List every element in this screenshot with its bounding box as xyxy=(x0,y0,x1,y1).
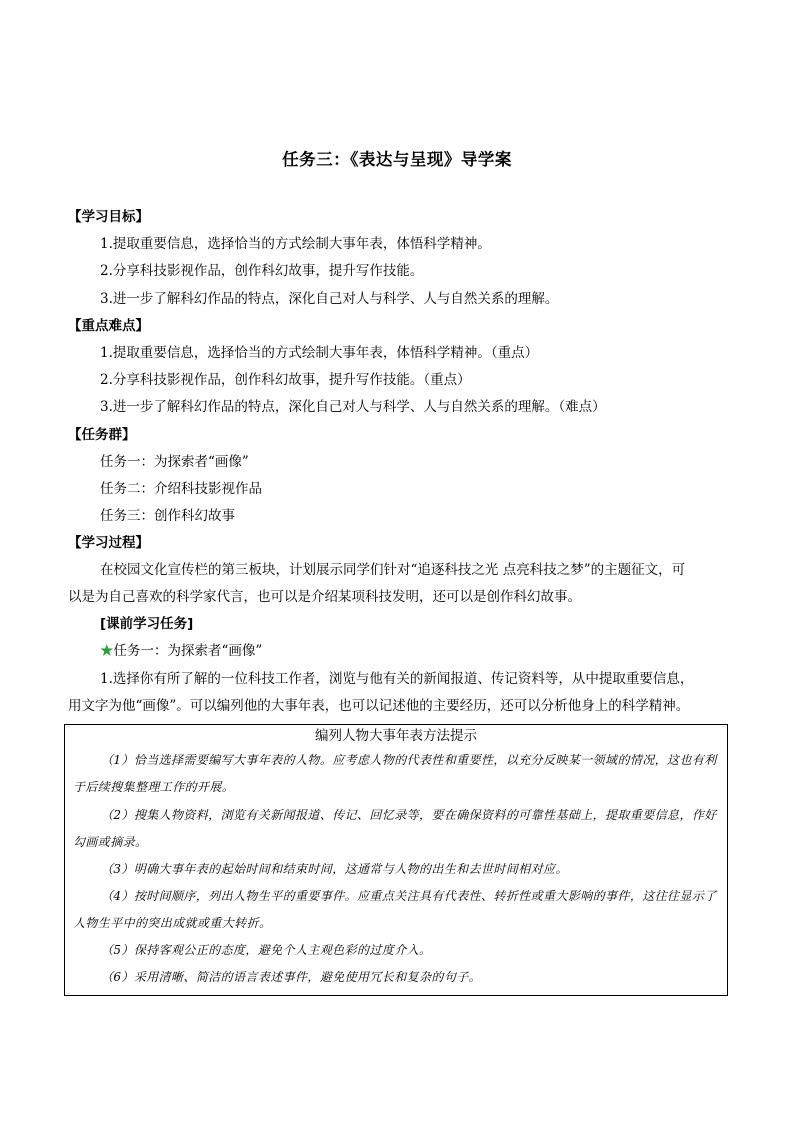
key-points-heading: 【重点难点】 xyxy=(68,318,149,334)
task1-text-line: 1.选择你有所了解的一位科技工作者，浏览与他有关的新闻报道、传记资料等，从中提取重要信息， xyxy=(100,671,694,687)
key-point-item: 3.进一步了解科幻作品的特点，深化自己对人与科学、人与自然关系的理解。（难点） xyxy=(100,399,606,415)
key-point-item: 1.提取重要信息，选择恰当的方式绘制大事年表，体悟科学精神。（重点） xyxy=(100,345,539,361)
task1-text-line: 用文字为他“画像”。可以编列他的大事年表，也可以记述他的主要经历，还可以分析他身上的科学精神。 xyxy=(68,698,690,714)
tip-item: （3）明确大事年表的起始时间和结束时间，这通常与人物的出生和去世时间相对应。 xyxy=(101,862,568,876)
objectives-heading: 【学习目标】 xyxy=(68,209,149,225)
task1-label-line xyxy=(100,642,262,660)
objective-item: 3.进一步了解科幻作品的特点，深化自己对人与科学、人与自然关系的理解。 xyxy=(100,291,559,307)
tips-box xyxy=(64,724,728,996)
tip-item: （6）采用清晰、简洁的语言表述事件，避免使用冗长和复杂的句子。 xyxy=(101,970,482,984)
task-group-item: 任务二：介绍科技影视作品 xyxy=(100,481,262,497)
tip-item: （2）搜集人物资料，浏览有关新闻报道、传记、回忆录等，要在确保资料的可靠性基础上，提取重要信息，作好勾画或摘录。 xyxy=(73,808,717,849)
tips-title: 编列人物大事年表方法提示 xyxy=(315,728,477,744)
process-intro-line: 以是为自己喜欢的科学家代言，也可以是介绍某项科技发明，还可以是创作科幻故事。 xyxy=(68,589,581,605)
tip-item: （1）恰当选择需要编写大事年表的人物。应考虑人物的代表性和重要性，以充分反映某一领域的情况，这也有利于后续搜集整理工作的开展。 xyxy=(73,753,717,794)
task-group-item: 任务三：创作科幻故事 xyxy=(100,508,235,524)
tip-item: （4）按时间顺序，列出人物生平的重要事件。应重点关注具有代表性、转折性或重大影响的事件，这往往显示了人物生平中的突出成就或重大转折。 xyxy=(73,889,717,930)
process-intro-line: 在校园文化宣传栏的第三板块，计划展示同学们针对“追逐科技之光 点亮科技之梦”的主题征文，可 xyxy=(100,562,686,578)
objective-item: 1.提取重要信息，选择恰当的方式绘制大事年表，体悟科学精神。 xyxy=(100,236,491,252)
process-heading: 【学习过程】 xyxy=(68,535,149,551)
star-icon: ★ xyxy=(100,643,114,659)
pre-class-heading: [课前学习任务] xyxy=(100,616,194,632)
objective-item: 2.分享科技影视作品，创作科幻故事，提升写作技能。 xyxy=(100,263,424,279)
page-title: 任务三：《表达与呈现》导学案 xyxy=(282,150,512,169)
task1-label: 任务一：为探索者“画像” xyxy=(113,643,263,659)
task-group-heading: 【任务群】 xyxy=(68,427,136,443)
key-point-item: 2.分享科技影视作品，创作科幻故事，提升写作技能。（重点） xyxy=(100,372,471,388)
tip-item: （5）保持客观公正的态度，避免个人主观色彩的过度介入。 xyxy=(101,943,432,957)
task-group-item: 任务一：为探索者“画像” xyxy=(100,454,249,470)
